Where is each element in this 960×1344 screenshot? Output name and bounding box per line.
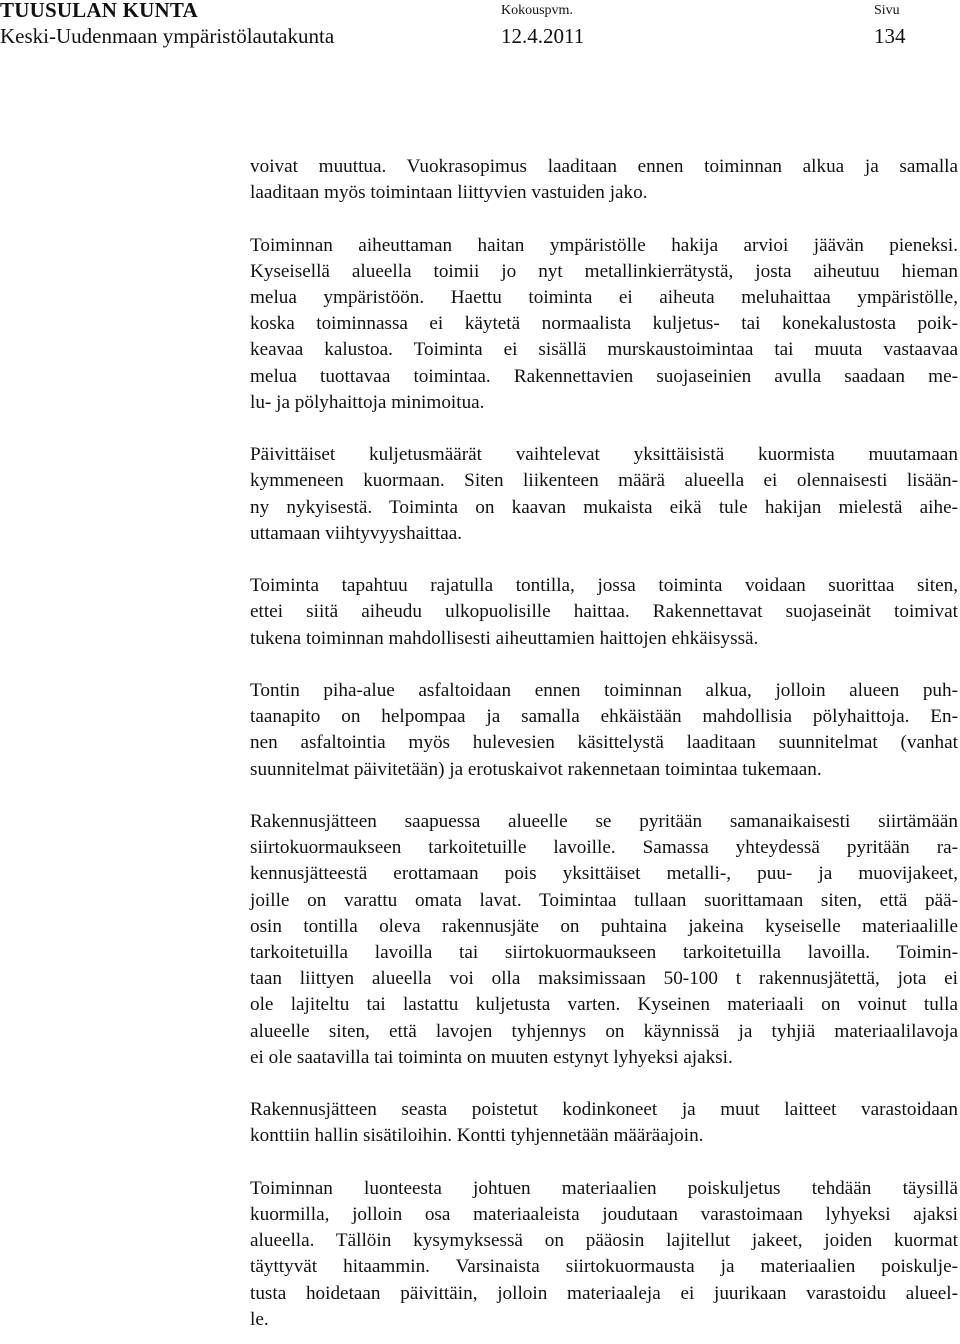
paragraph-line: suunnitelmat päivitetään) ja erotuskaivot rakennetaan toimintaa tukemaan. (250, 758, 822, 780)
paragraph-line: Tontin piha-alue asfaltoidaan ennen toiminnan alkua, jolloin alueen puh- (250, 680, 958, 701)
paragraph-line: Toiminnan luonteesta johtuen materiaalien poiskuljetus tehdään täysillä (250, 1177, 958, 1199)
paragraph-line: voivat muuttua. Vuokrasopimus laaditaan ennen toiminnan alkua ja samalla (250, 156, 958, 177)
paragraph-line: uttamaan viihtyvyyshaittaa. (250, 522, 463, 544)
paragraph-line: kuormilla, jolloin osa materiaaleista joudutaan varastoimaan lyhyeksi ajaksi (250, 1204, 958, 1226)
department-name: Keski-Uudenmaan ympäristölautakunta (0, 24, 335, 48)
paragraph-line: kymmeneen kuormaan. Siten liikenteen määrä alueella ei olennaisesti lisään- (250, 470, 958, 492)
paragraph-line: Päivittäiset kuljetusmäärät vaihtelevat yksittäisistä kuormista muutamaan (250, 444, 958, 466)
paragraph-line: le. (250, 1308, 269, 1330)
meeting-date-label: Kokouspvm. (501, 3, 573, 18)
paragraph-line: Rakennusjätteen saapuessa alueelle se pyritään samanaikaisesti siirtämään (250, 811, 958, 832)
paragraph-line: täyttyvät hitaammin. Varsinaista siirtokuormausta ja materiaalien poiskulje- (250, 1256, 958, 1278)
paragraph-line: alueella. Tällöin kysymyksessä on pääosin lajitellut jakeet, joiden kuormat (250, 1230, 958, 1252)
paragraph-line: taanapito on helpompaa ja samalla ehkäistään mahdollisia pölyhaittoja. En- (250, 706, 958, 728)
paragraph-line: Toiminnan aiheuttaman haitan ympäristölle hakija arvioi jäävän pieneksi. (250, 234, 958, 256)
paragraph-line: siirtokuormaukseen tarkoitetuille lavoille. Samassa yhteydessä pyritään ra- (250, 837, 958, 859)
paragraph-line: joille on varattu omata lavat. Toimintaa tullaan suorittamaan siten, että pää- (250, 889, 958, 911)
paragraph-line: koska toiminnassa ei käytetä normaalista kuljetus- tai konekalustosta poik- (250, 313, 958, 335)
body-paragraph (250, 442, 958, 547)
paragraph-line: nen asfaltointia myös hulevesien käsittelystä laaditaan suunnitelmat (vanhat (250, 732, 958, 754)
paragraph-line: ettei siitä aiheudu ulkopuolisille haittaa. Rakennettavat suojaseinät toimivat (250, 601, 958, 623)
paragraph-line: keavaa kalustoa. Toiminta ei sisällä murskaustoimintaa tai muuta vastaavaa (250, 339, 958, 361)
paragraph-line: osin tontilla oleva rakennusjäte on puhtaina jakeina kyseiselle materiaalille (250, 915, 958, 937)
paragraph-line: tarkoitetuilla lavoilla tai siirtokuormaukseen tarkoitetuilla lavoilla. Toimin- (250, 942, 958, 964)
paragraph-line: Toiminta tapahtuu rajatulla tontilla, jossa toiminta voidaan suorittaa siten, (250, 575, 958, 597)
paragraph-line: melua tuottavaa toimintaa. Rakennettavien suojaseinien avulla saadaan me- (250, 365, 958, 387)
organization-name: TUUSULAN KUNTA (0, 0, 198, 22)
paragraph-line: kennusjätteestä erottamaan pois yksittäiset metalli-, puu- ja muovijakeet, (250, 863, 958, 885)
paragraph-line: tukena toiminnan mahdollisesti aiheuttamien haittojen ehkäisyssä. (250, 627, 759, 649)
body-paragraph (250, 233, 958, 416)
paragraph-line: Rakennusjätteen seasta poistetut kodinkoneet ja muut laitteet varastoidaan (250, 1099, 958, 1121)
paragraph-line: Kyseisellä alueella toimii jo nyt metallinkierrätystä, josta aiheutuu hieman (250, 260, 958, 282)
paragraph-line: konttiin hallin sisätiloihin. Kontti tyhjennetään määräajoin. (250, 1125, 704, 1147)
page-label: Sivu (874, 3, 900, 18)
paragraph-line: melua ympäristöön. Haettu toiminta ei aiheuta meluhaittaa ympäristölle, (250, 287, 958, 308)
body-paragraph (250, 573, 958, 652)
paragraph-line: lu- ja pölyhaittoja minimoitua. (250, 391, 485, 413)
paragraph-line: ny nykyisestä. Toiminta on kaavan mukaista eikä tule hakijan mielestä aihe- (250, 496, 958, 518)
body-paragraph (250, 1097, 958, 1149)
body-paragraph (250, 154, 958, 206)
meeting-date: 12.4.2011 (501, 24, 585, 48)
paragraph-line: alueelle siten, että lavojen tyhjennys on käynnissä ja tyhjiä materiaalilavoja (250, 1020, 958, 1042)
paragraph-line: laaditaan myös toimintaan liittyvien vastuiden jako. (250, 182, 648, 204)
document-header (0, 0, 960, 60)
page-number: 134 (874, 24, 906, 48)
paragraph-line: ole lajiteltu tai lastattu kuljetusta varten. Kyseinen materiaali on voinut tulla (250, 994, 958, 1016)
paragraph-line: taan liittyen alueella voi olla maksimissaan 50-100 t rakennusjätettä, jota ei (250, 968, 958, 990)
paragraph-line: tusta hoidetaan päivittäin, jolloin materiaaleja ei juurikaan varastoidu alueel- (250, 1282, 958, 1304)
paragraph-line: ei ole saatavilla tai toiminta on muuten estynyt lyhyeksi ajaksi. (250, 1046, 733, 1068)
body-paragraph (250, 809, 958, 1071)
body-paragraph (250, 1176, 958, 1333)
body-paragraph (250, 678, 958, 783)
document-body (250, 154, 958, 1333)
